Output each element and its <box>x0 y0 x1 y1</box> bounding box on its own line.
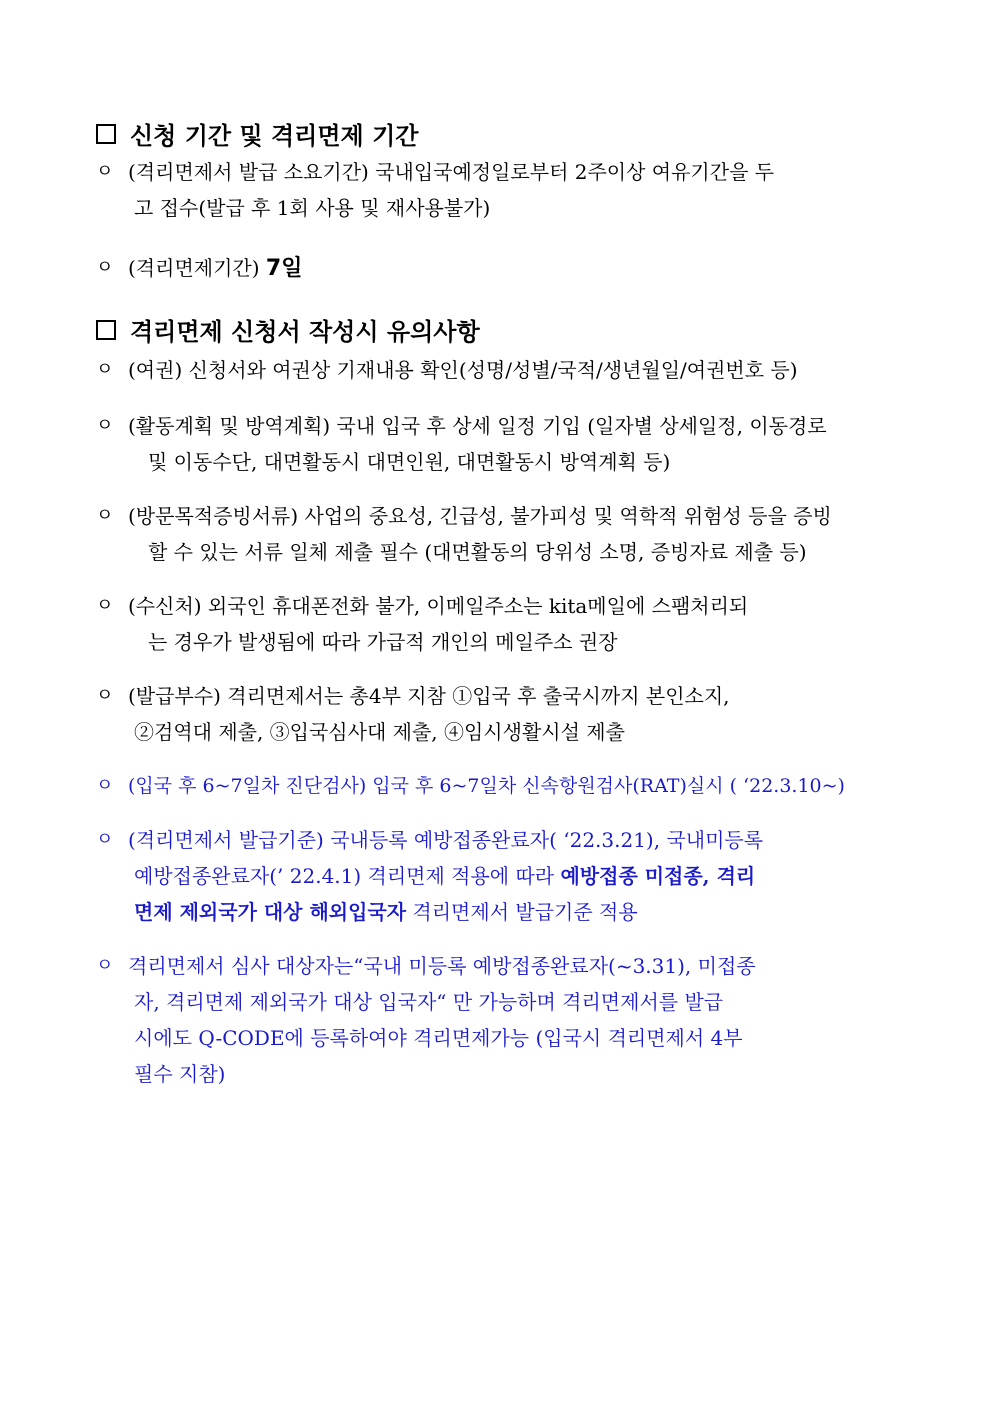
item-line: (격리면제서 발급기준) 국내등록 예방접종완료자( ‘22.3.21), 국내미등록 <box>128 828 764 852</box>
bullet-circle-icon: ㅇ <box>96 415 114 436</box>
bullet-circle-icon: ㅇ <box>96 685 114 706</box>
item-text: 격리면제서 발급기준 적용 <box>406 900 638 924</box>
list-item <box>96 768 898 804</box>
list-item <box>96 822 898 930</box>
item-line: 격리면제서 심사 대상자는“국내 미등록 예방접종완료자(~3.31), 미접종 <box>128 954 756 978</box>
item-line: 할 수 있는 서류 일체 제출 필수 (대면활동의 당위성 소명, 증빙자료 제출 등) <box>148 540 807 564</box>
section-heading-precautions <box>96 312 480 347</box>
item-line: (격리면제서 발급 소요기간) 국내입국예정일로부터 2주이상 여유기간을 두 <box>128 160 775 184</box>
item-line: 필수 지참) <box>134 1062 226 1086</box>
list-item <box>96 498 898 570</box>
section-heading-text: 신청 기간 및 격리면제 기간 <box>130 122 419 150</box>
section-heading-application-period <box>96 116 418 151</box>
item-text: 예방접종완료자(’ 22.4.1) 격리면제 적용에 따라 <box>134 864 561 888</box>
item-emphasis: 면제 제외국가 대상 해외입국자 <box>134 900 407 924</box>
item-line: 자, 격리면제 제외국가 대상 입국자“ 만 가능하며 격리면제서를 발급 <box>134 990 724 1014</box>
item-line: 는 경우가 발생됨에 따라 가급적 개인의 메일주소 권장 <box>148 630 618 654</box>
item-line: (방문목적증빙서류) 사업의 중요성, 긴급성, 불가피성 및 역학적 위험성 등을 증빙 <box>128 504 832 528</box>
list-item <box>96 250 898 287</box>
item-line: 시에도 Q-CODE에 등록하여야 격리면제가능 (입국시 격리면제서 4부 <box>134 1026 743 1050</box>
item-emphasis: 예방접종 미접종, 격리 <box>560 864 756 888</box>
item-line: 고 접수(발급 후 1회 사용 및 재사용불가) <box>134 196 491 220</box>
checkbox-square-icon <box>96 124 116 144</box>
section-heading-text: 격리면제 신청서 작성시 유의사항 <box>130 318 480 346</box>
list-item <box>96 588 898 660</box>
item-line: (활동계획 및 방역계획) 국내 입국 후 상세 일정 기입 (일자별 상세일정, 이동경로 <box>128 414 827 438</box>
list-item <box>96 154 898 226</box>
list-item <box>96 352 898 388</box>
list-item <box>96 948 898 1092</box>
item-line: (수신처) 외국인 휴대폰전화 불가, 이메일주소는 kita메일에 스팸처리되 <box>128 594 749 618</box>
item-line: ②검역대 제출, ③입국심사대 제출, ④임시생활시설 제출 <box>134 720 625 744</box>
bullet-circle-icon: ㅇ <box>96 505 114 526</box>
item-line: (여권) 신청서와 여권상 기재내용 확인(성명/성별/국적/생년월일/여권번호 등) <box>128 358 798 382</box>
item-line: 및 이동수단, 대면활동시 대면인원, 대면활동시 방역계획 등) <box>148 450 671 474</box>
bullet-circle-icon: ㅇ <box>96 829 114 850</box>
list-item <box>96 678 898 750</box>
item-line: (발급부수) 격리면제서는 총4부 지참 ①입국 후 출국시까지 본인소지, <box>128 684 730 708</box>
bullet-circle-icon: ㅇ <box>96 161 114 182</box>
bullet-circle-icon: ㅇ <box>96 955 114 976</box>
item-label: (격리면제기간) <box>128 256 266 280</box>
item-line: (입국 후 6~7일차 진단검사) 입국 후 6~7일차 신속항원검사(RAT)실시 ( ‘22.3.10~) <box>128 775 845 797</box>
bullet-circle-icon: ㅇ <box>96 595 114 616</box>
bullet-circle-icon: ㅇ <box>96 257 114 278</box>
quarantine-days-value: 7일 <box>265 256 303 281</box>
bullet-circle-icon: ㅇ <box>96 775 114 796</box>
bullet-circle-icon: ㅇ <box>96 359 114 380</box>
list-item <box>96 408 898 480</box>
checkbox-square-icon <box>96 320 116 340</box>
